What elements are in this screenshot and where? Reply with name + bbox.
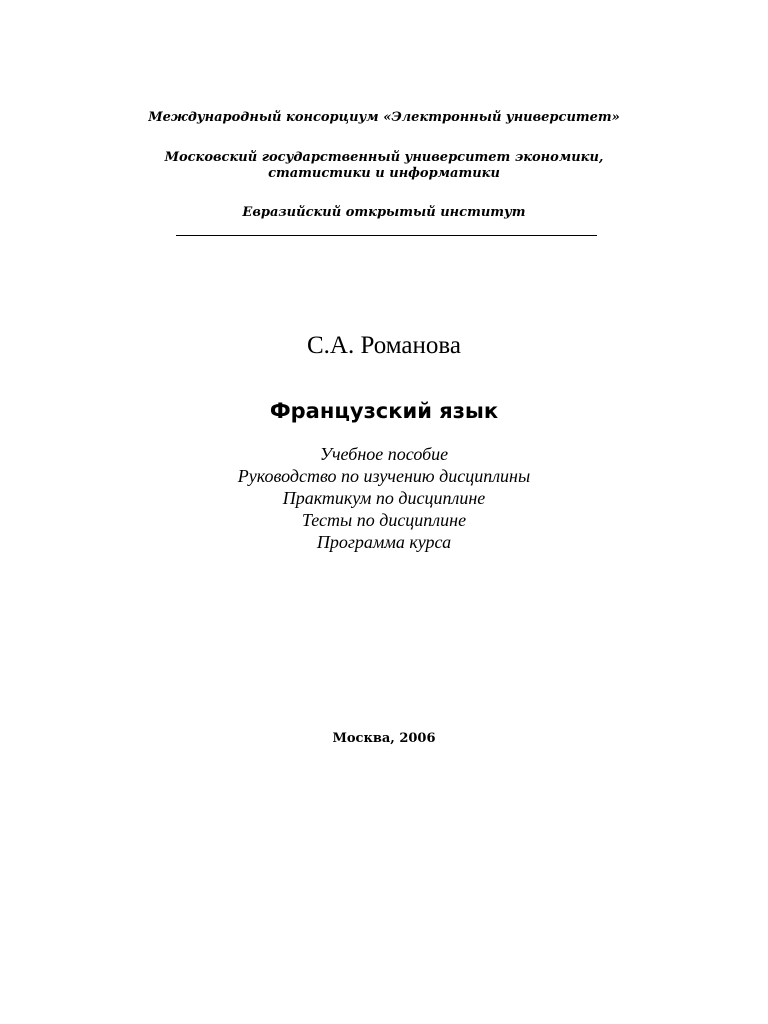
imprint-city-year: Москва, 2006 [332,731,436,746]
book-title: Французский язык [269,399,499,423]
author-name: С.А. Романова [307,332,461,359]
consortium-line: Международный консорциум «Электронный университет» [148,110,620,125]
subtitle-line: Практикум по дисциплине [282,488,486,508]
subtitle-line: Руководство по изучению дисциплины [237,466,531,486]
subtitle-line: Программа курса [316,532,452,552]
subtitle-line: Учебное пособие [319,444,449,464]
university-line-2: статистики и информатики [268,166,500,181]
university-line-1: Московский государственный университет экономики, [164,150,604,165]
subtitle-line: Тесты по дисциплине [301,510,467,530]
institute-line: Евразийский открытый институт [242,205,526,220]
header-divider [176,235,597,236]
